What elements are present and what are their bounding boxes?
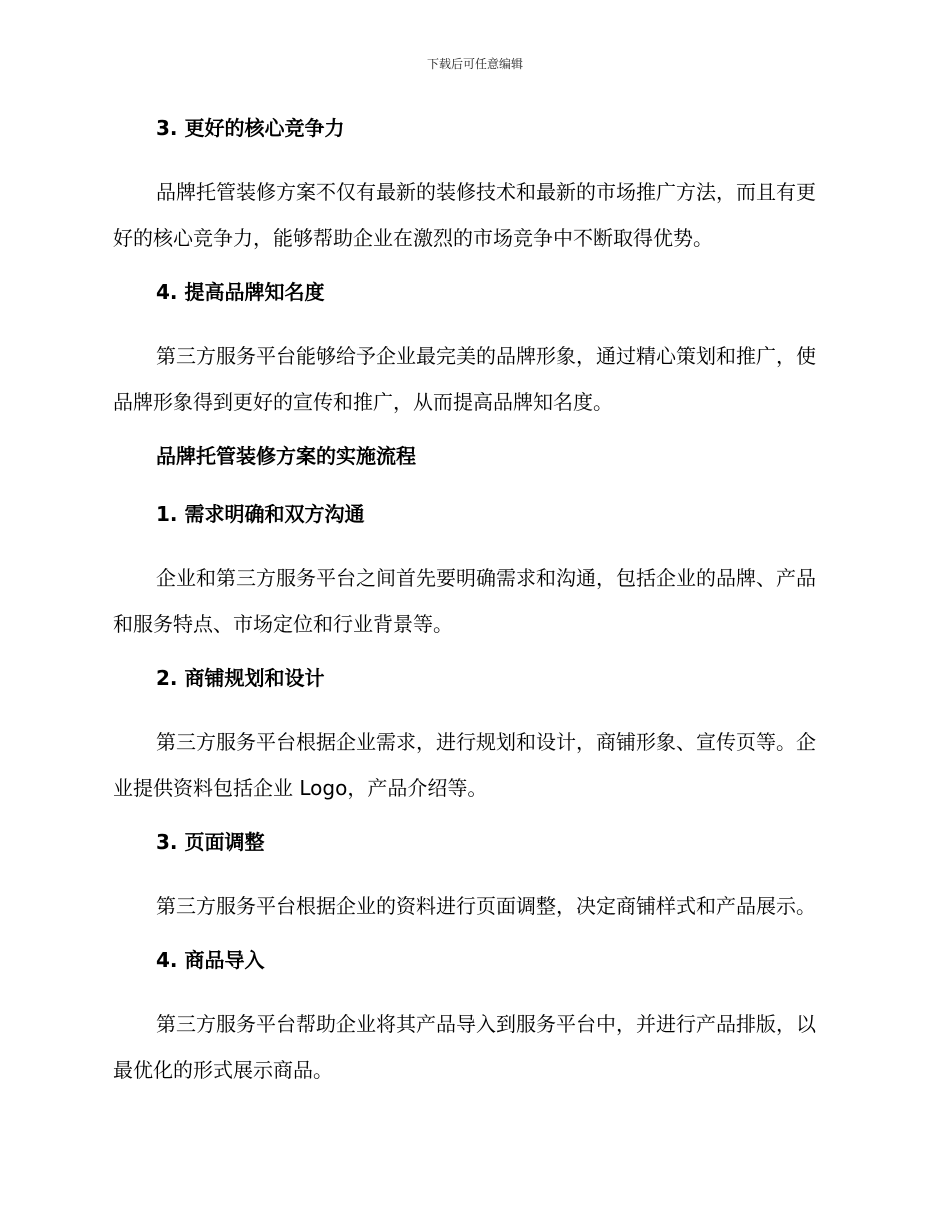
- paragraph-requirements: 企业和第三方服务平台之间首先要明确需求和沟通，包括企业的品牌、产品和服务特点、市场定位和行业背景等。: [113, 566, 816, 636]
- step-heading-store-design: 2. 商铺规划和设计: [156, 666, 325, 690]
- document-body: [113, 111, 833, 1107]
- section-heading-brand-awareness: 4. 提高品牌知名度: [156, 280, 325, 304]
- step-heading-requirements: 1. 需求明确和双方沟通: [156, 502, 365, 526]
- page-header: 下载后可任意编辑: [426, 57, 523, 71]
- paragraph-product-import: 第三方服务平台帮助企业将其产品导入到服务平台中，并进行产品排版，以最优化的形式展示商品。: [113, 1012, 816, 1082]
- paragraph-brand-awareness: 第三方服务平台能够给予企业最完美的品牌形象，通过精心策划和推广，使品牌形象得到更好的宣传和推广，从而提高品牌知名度。: [113, 344, 816, 414]
- step-heading-page-adjustment: 3. 页面调整: [156, 830, 265, 854]
- paragraph-store-design: 第三方服务平台根据企业需求，进行规划和设计，商铺形象、宣传页等。企业提供资料包括企业 Logo，产品介绍等。: [113, 730, 816, 800]
- paragraph-core-competitiveness: 品牌托管装修方案不仅有最新的装修技术和最新的市场推广方法，而且有更好的核心竞争力，能够帮助企业在激烈的市场竞争中不断取得优势。: [113, 180, 816, 250]
- section-heading-core-competitiveness: 3. 更好的核心竞争力: [156, 116, 345, 140]
- paragraph-page-adjustment: 第三方服务平台根据企业的资料进行页面调整，决定商铺样式和产品展示。: [156, 894, 816, 918]
- section-heading-implementation-process: 品牌托管装修方案的实施流程: [156, 444, 416, 468]
- step-heading-product-import: 4. 商品导入: [156, 948, 265, 972]
